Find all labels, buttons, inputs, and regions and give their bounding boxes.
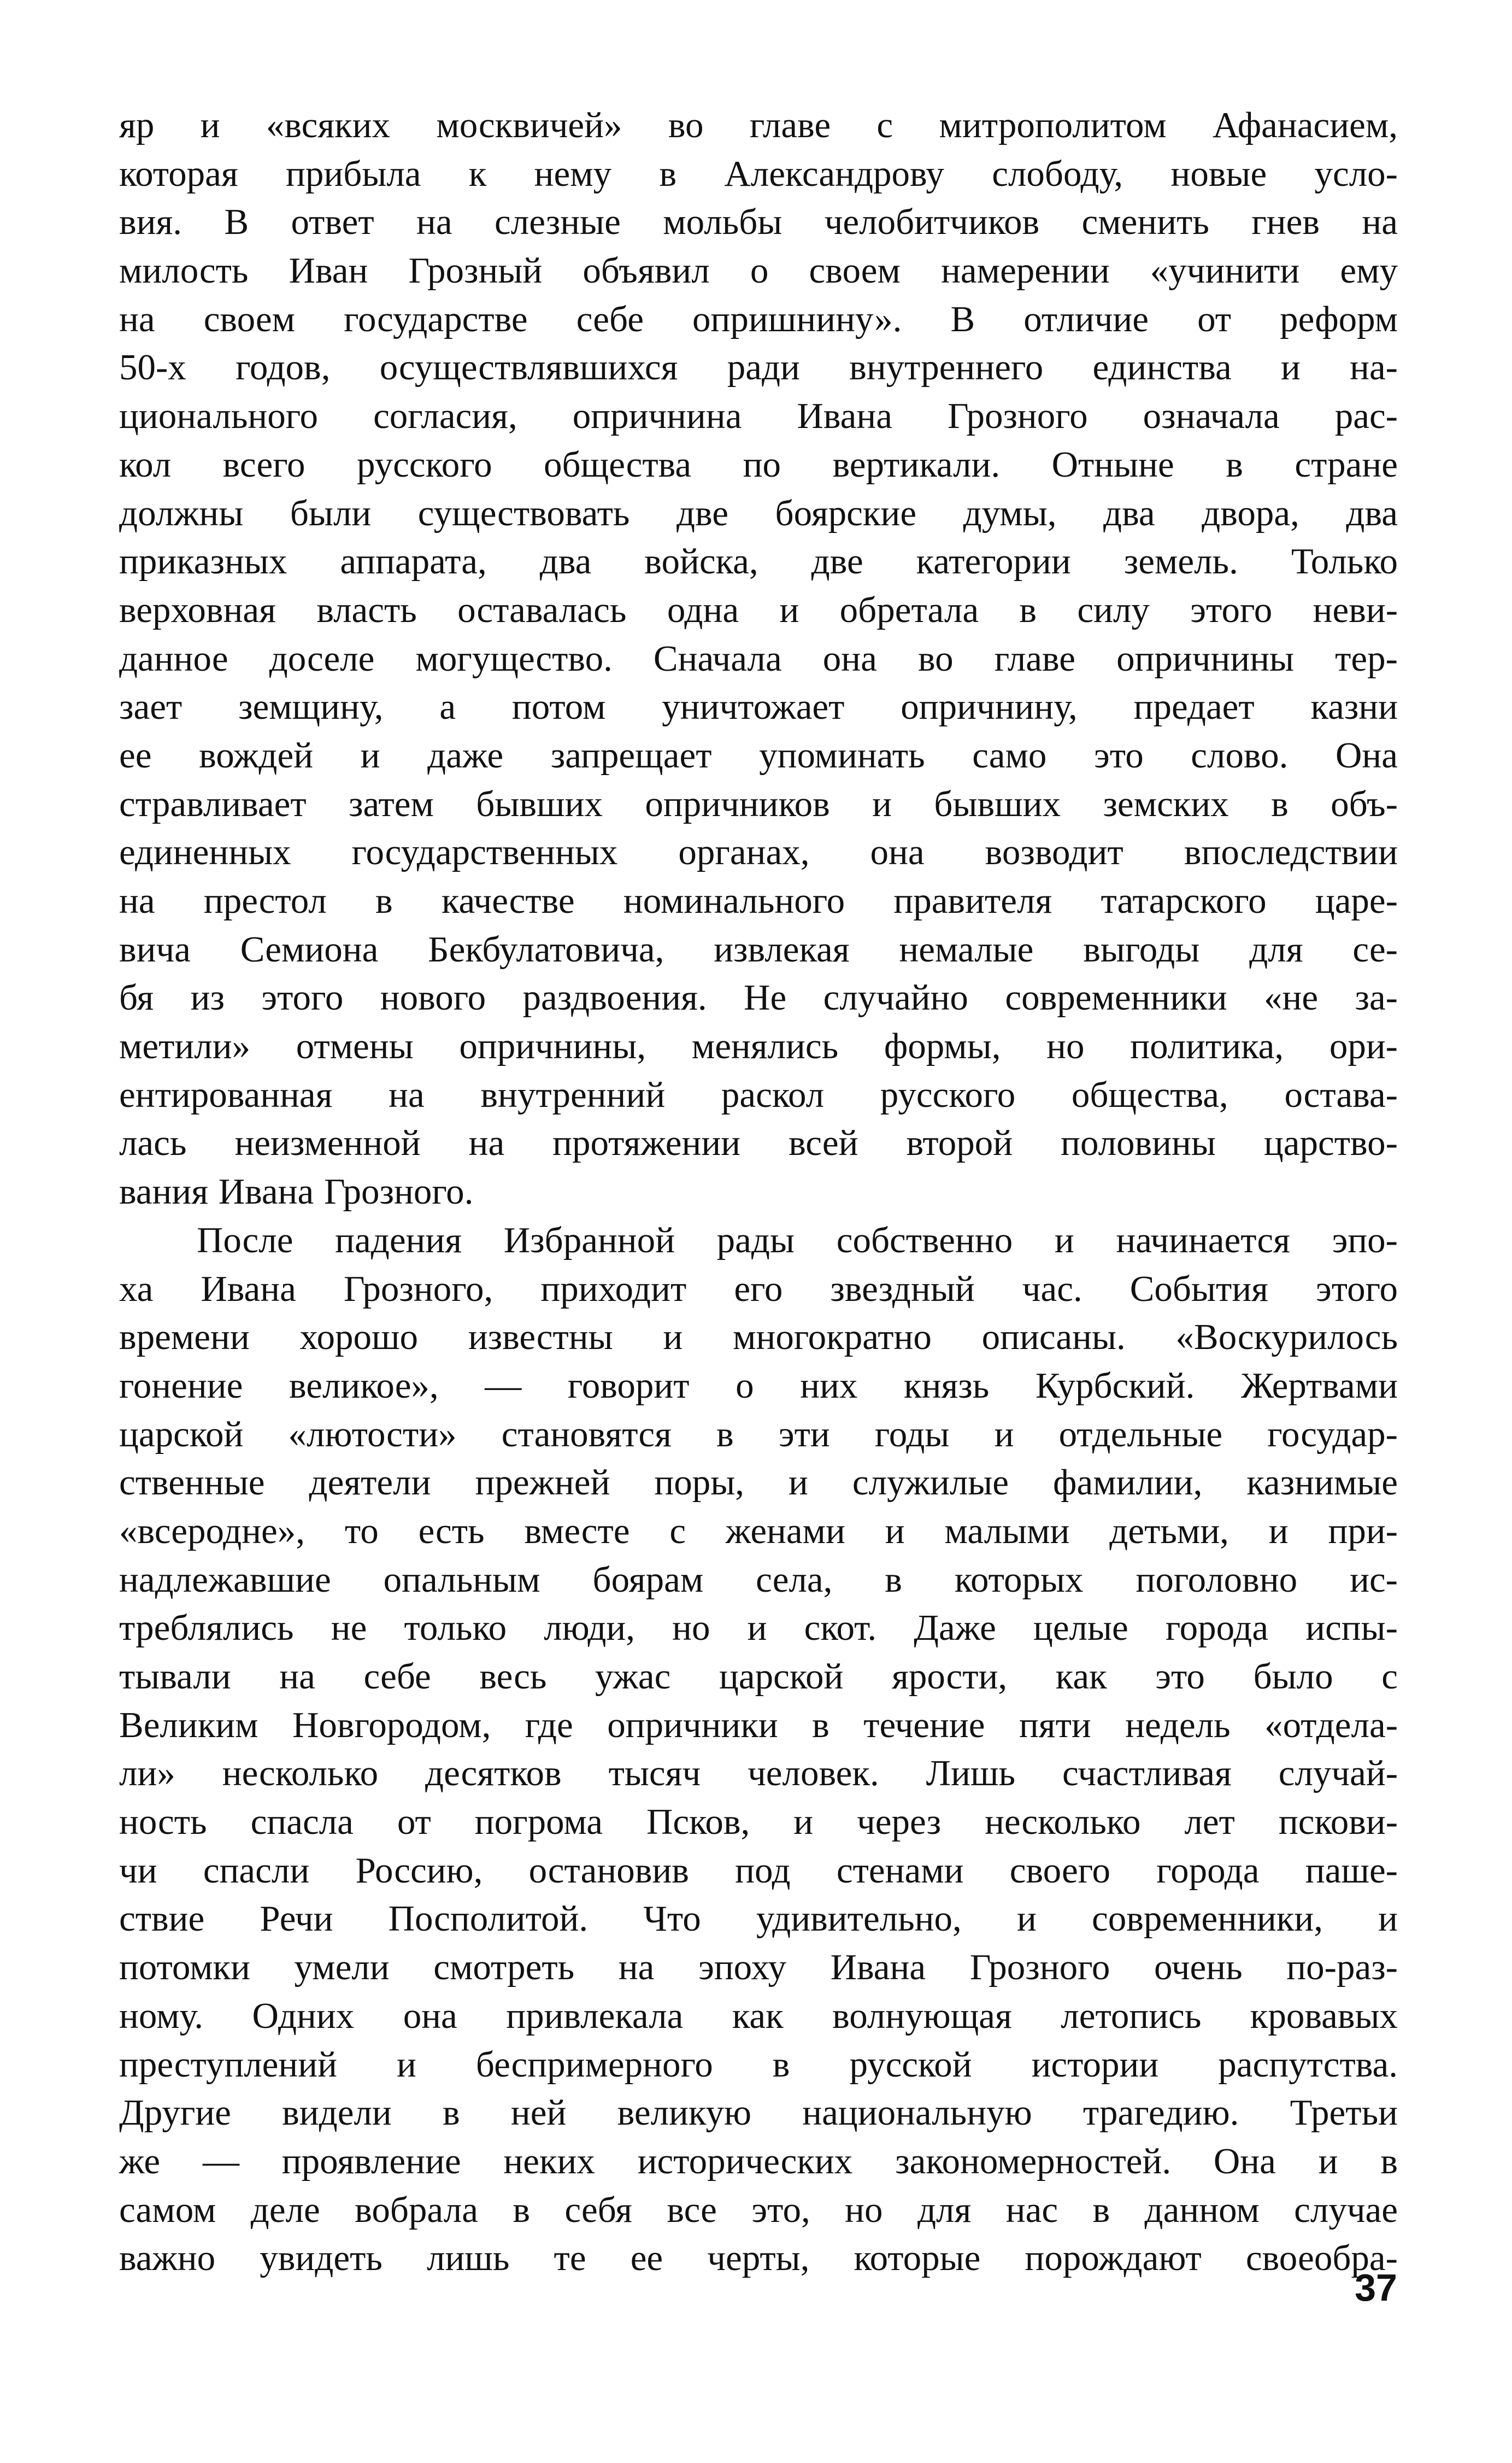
text-line: ному. Одних она привлекала как волнующая летопись кровавых xyxy=(119,1995,1398,2036)
paragraph xyxy=(119,1216,1398,2283)
text-line: ционального согласия, опричнина Ивана Грозного означала рас- xyxy=(119,396,1398,437)
text-line: данное доселе могущество. Сначала она во главе опричнины тер- xyxy=(119,638,1398,679)
text-line: «всеродне», то есть вместе с женами и малыми детьми, и при- xyxy=(119,1510,1398,1551)
text-line: лась неизменной на протяжении всей второй половины царство- xyxy=(119,1123,1398,1164)
text-line: кол всего русского общества по вертикали. Отныне в стране xyxy=(119,444,1398,485)
text-line: зает земщину, а потом уничтожает опричнину, предает казни xyxy=(119,687,1398,728)
text-line: которая прибыла к нему в Александрову слободу, новые усло- xyxy=(119,153,1398,194)
text-line: ее вождей и даже запрещает упоминать само это слово. Она xyxy=(119,735,1398,776)
text-line: вича Семиона Бекбулатовича, извлекая немалые выгоды для се- xyxy=(119,929,1398,970)
page-number: 37 xyxy=(1355,2266,1397,2309)
text-line: ли» несколько десятков тысяч человек. Лишь счастливая случай- xyxy=(119,1753,1398,1794)
text-line: треблялись не только люди, но и скот. Даже целые города испы- xyxy=(119,1608,1398,1649)
text-line: ентированная на внутренний раскол русского общества, остава- xyxy=(119,1074,1398,1115)
paragraph xyxy=(119,101,1398,1216)
text-line: Другие видели в ней великую национальную трагедию. Третьи xyxy=(119,2092,1398,2133)
text-line: на своем государстве себе опришнину». В отличие от реформ xyxy=(119,298,1398,339)
text-line: гонение великое», — говорит о них князь Курбский. Жертвами xyxy=(119,1365,1398,1406)
text-line: бя из этого нового раздвоения. Не случайно современники «не за- xyxy=(119,977,1398,1018)
text-line: яр и «всяких москвичей» во главе с митрополитом Афанасием, xyxy=(119,105,1398,145)
text-line: ха Ивана Грозного, приходит его звездный час. События этого xyxy=(119,1268,1398,1309)
text-line: Великим Новгородом, где опричники в течение пяти недель «отдела- xyxy=(119,1704,1398,1745)
text-line: на престол в качестве номинального правителя татарского царе- xyxy=(119,881,1398,921)
text-line: 50-х годов, осуществлявшихся ради внутреннего единства и на- xyxy=(119,347,1398,388)
text-line: чи спасли Россию, остановив под стенами своего города паше- xyxy=(119,1850,1398,1891)
text-line: верховная власть оставалась одна и обретала в силу этого неви- xyxy=(119,589,1398,630)
text-line: вания Ивана Грозного. xyxy=(119,1171,474,1212)
text-line: метили» отмены опричнины, менялись формы, но политика, ори- xyxy=(119,1026,1398,1067)
text-line: преступлений и беспримерного в русской истории распутства. xyxy=(119,2044,1398,2085)
text-line: надлежавшие опальным боярам села, в которых поголовно ис- xyxy=(119,1559,1398,1600)
text-line: вия. В ответ на слезные мольбы челобитчиков сменить гнев на xyxy=(119,202,1398,243)
body-text xyxy=(119,101,1398,2283)
text-line: времени хорошо известны и многократно описаны. «Воскурилось xyxy=(119,1317,1398,1358)
text-line: ственные деятели прежней поры, и служилые фамилии, казнимые xyxy=(119,1462,1398,1503)
text-line: самом деле вобрала в себя все это, но для нас в данном случае xyxy=(119,2189,1398,2230)
text-line: потомки умели смотреть на эпоху Ивана Грозного очень по-раз- xyxy=(119,1947,1398,1988)
text-line: должны были существовать две боярские думы, два двора, два xyxy=(119,492,1398,533)
text-line: ствие Речи Посполитой. Что удивительно, и современники, и xyxy=(119,1898,1398,1939)
text-line: же — проявление неких исторических закономерностей. Она и в xyxy=(119,2141,1398,2181)
text-line: приказных аппарата, два войска, две категории земель. Только xyxy=(119,541,1398,582)
text-line: После падения Избранной рады собственно и начинается эпо- xyxy=(197,1219,1398,1260)
text-line: тывали на себе весь ужас царской ярости, как это было с xyxy=(119,1656,1398,1697)
text-line: стравливает затем бывших опричников и бывших земских в объ- xyxy=(119,783,1398,824)
text-line: царской «лютости» становятся в эти годы и отдельные государ- xyxy=(119,1414,1398,1455)
text-line: милость Иван Грозный объявил о своем намерении «учинити ему xyxy=(119,250,1398,291)
text-line: единенных государственных органах, она возводит впоследствии xyxy=(119,832,1398,873)
text-line: ность спасла от погрома Псков, и через несколько лет пскови- xyxy=(119,1802,1398,1843)
text-line: важно увидеть лишь те ее черты, которые порождают своеобра- xyxy=(119,2238,1398,2279)
